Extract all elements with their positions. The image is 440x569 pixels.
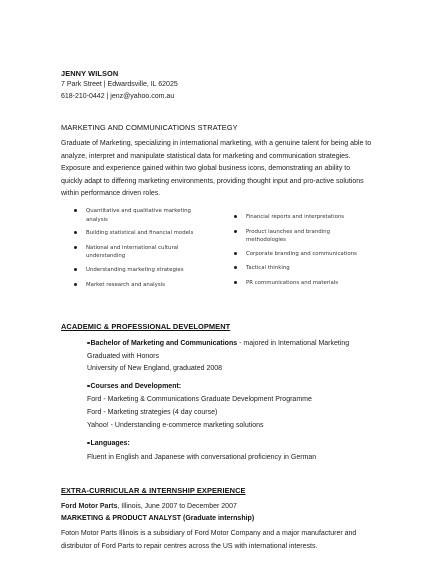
skill-item: Tactical thinking <box>234 264 394 273</box>
skill-item: Product launches and branding methodologies <box>234 228 394 245</box>
bullet-icon <box>234 215 237 218</box>
skills-column-left <box>74 207 224 289</box>
skill-item: Understanding marketing strategies <box>74 266 224 275</box>
skill-item: Corporate branding and communications <box>234 250 394 259</box>
skill-item: Quantitative and qualitative marketing analysis <box>74 207 224 224</box>
university-line: University of New England, graduated 2008 <box>87 365 223 372</box>
languages-line: Fluent in English and Japanese with conversational proficiency in German <box>87 454 317 461</box>
bullet-icon <box>74 246 77 249</box>
degree-line <box>87 340 349 347</box>
course-item: Ford - Marketing strategies (4 day course) <box>87 409 218 416</box>
description-line: distributor of Ford Parts to repair centres across the US with international interests. <box>61 543 318 550</box>
course-item: Yahoo! - Understanding e-commerce marketing solutions <box>87 422 264 429</box>
bullet-icon <box>234 230 237 233</box>
course-item: Ford - Marketing & Communications Graduate Development Programme <box>87 396 312 403</box>
skill-item: National and international cultural understanding <box>74 244 224 261</box>
bullet-icon <box>234 281 237 284</box>
bullet-icon <box>234 266 237 269</box>
bullet-icon <box>74 209 77 212</box>
company-name: Ford Motor Parts <box>61 503 118 510</box>
skill-item: PR communications and materials <box>234 279 394 288</box>
bullet-icon <box>87 442 90 445</box>
degree-title: Bachelor of Marketing and Communications <box>90 340 238 347</box>
bullet-icon <box>87 385 90 388</box>
summary-paragraph <box>61 138 391 201</box>
skill-item: Financial reports and interpretations <box>234 213 394 222</box>
bullet-icon <box>74 283 77 286</box>
summary-line: Graduate of Marketing, specializing in international marketing, with a genuine talent for being able to <box>61 140 372 147</box>
summary-line: Exposure and experience gained within two global business icons, demonstrating an ability to <box>61 165 351 173</box>
courses-title-line <box>87 383 181 390</box>
strategy-heading: MARKETING AND COMMUNICATIONS STRATEGY <box>61 123 238 132</box>
languages-title-line <box>87 440 130 447</box>
skill-item: Market research and analysis <box>74 281 224 290</box>
languages-title: Languages: <box>90 440 130 447</box>
education-heading: ACADEMIC & PROFESSIONAL DEVELOPMENT <box>61 322 231 331</box>
description-line: Foton Motor Parts Illinois is a subsidiary of Ford Motor Company and a major manufacturer and <box>61 530 357 537</box>
address-line: 7 Park Street | Edwardsville, IL 62025 <box>61 81 178 88</box>
bullet-icon <box>74 231 77 234</box>
bullet-icon <box>74 268 77 271</box>
honors-line: Graduated with Honors <box>87 353 159 360</box>
bullet-icon <box>87 342 90 345</box>
summary-line: within performance driven roles. <box>61 190 161 198</box>
role-title: MARKETING & PRODUCT ANALYST (Graduate internship) <box>61 515 255 522</box>
skill-item: Building statistical and financial models <box>74 229 224 238</box>
summary-line: analyze, interpret and manipulate statistical data for marketing and communication strategies. <box>61 152 351 160</box>
company-detail: , Illinois, June 2007 to December 2007 <box>117 503 237 510</box>
bullet-icon <box>234 252 237 255</box>
summary-line: quickly adapt to differing marketing environments, providing thought input and pro-active solutions <box>61 177 364 185</box>
courses-title: Courses and Development: <box>90 383 182 390</box>
skills-column-right <box>234 213 394 288</box>
company-line <box>61 503 237 510</box>
experience-heading: EXTRA-CURRICULAR & INTERNSHIP EXPERIENCE <box>61 486 246 495</box>
contact-line: 618-210-0442 | jenz@yahoo.com.au <box>61 93 175 100</box>
degree-detail: - majored in International Marketing <box>237 340 350 347</box>
candidate-name: JENNY WILSON <box>61 69 119 78</box>
